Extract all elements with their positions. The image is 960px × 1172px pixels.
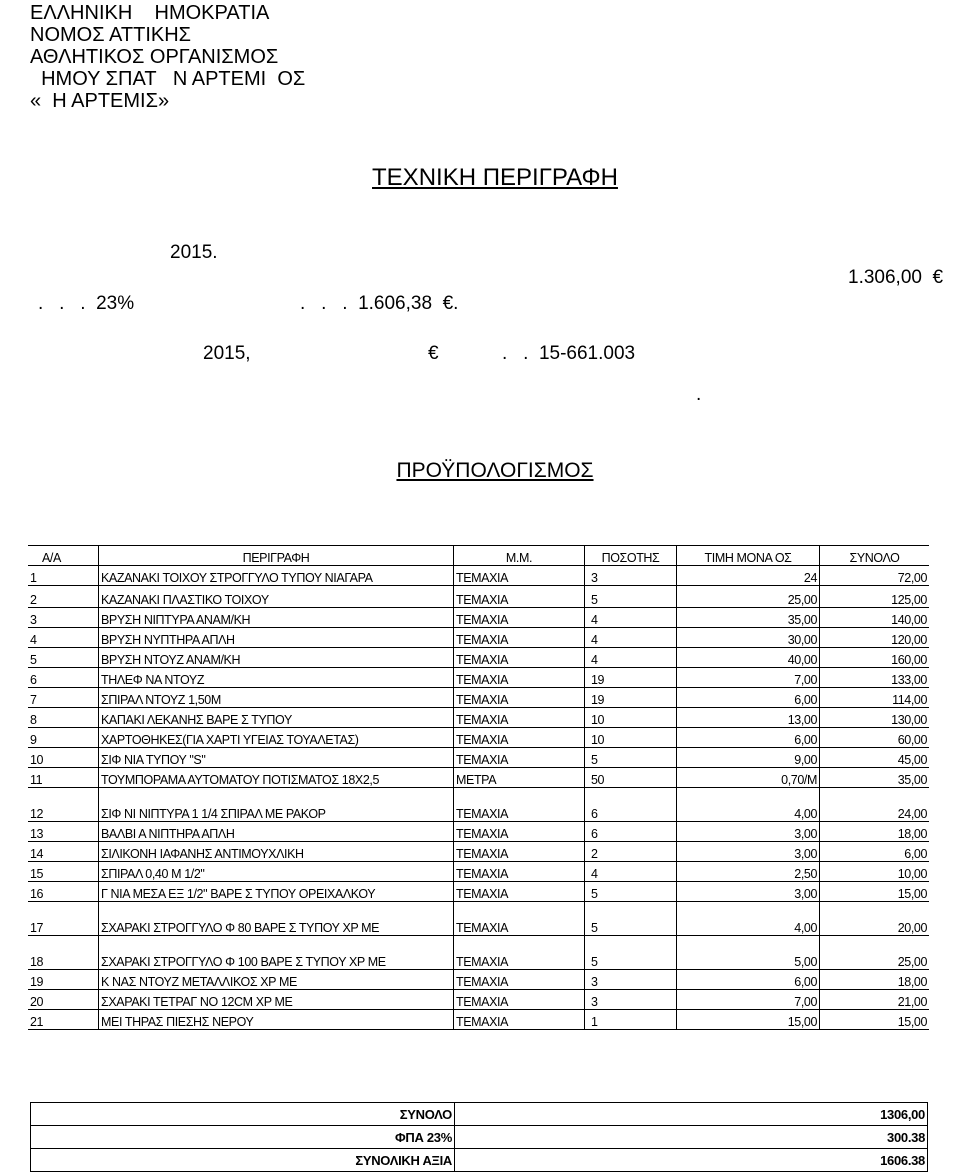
cell-total: 35,00 <box>820 768 930 788</box>
table-header-row <box>28 546 929 566</box>
table-row <box>28 936 929 970</box>
document-title: ΤΕΧΝΙΚΗ ΠΕΡΙΓΡΑΦΗ <box>372 164 618 191</box>
cell-price: 6,00 <box>677 970 820 990</box>
cell-desc: ΣΙΦ ΝΙΑ ΤΥΠΟΥ "S" <box>99 748 454 768</box>
cell-total: 120,00 <box>820 628 930 648</box>
cell-qty: 10 <box>585 728 677 748</box>
cell-unit: ΜΕΤΡΑ <box>454 768 585 788</box>
cell-no: 10 <box>28 748 99 768</box>
text-fragment: € <box>428 343 439 364</box>
totals-row <box>31 1149 928 1172</box>
cell-no: 4 <box>28 628 99 648</box>
cell-unit: ΤΕΜΑΧΙΑ <box>454 608 585 628</box>
cell-total: 114,00 <box>820 688 930 708</box>
cell-total: 140,00 <box>820 608 930 628</box>
cell-price: 24 <box>677 566 820 586</box>
cell-no: 2 <box>28 586 99 608</box>
cell-desc: ΚΑΖΑΝΑΚΙ ΤΟΙΧΟΥ ΣΤΡΟΓΓΥΛΟ ΤΥΠΟΥ ΝΙΑΓΑΡΑ <box>99 566 454 586</box>
cell-qty: 5 <box>585 882 677 902</box>
cell-desc: ΣΙΛΙΚΟΝΗ ΙΑΦΑΝΗΣ ΑΝΤΙΜΟΥΧΛΙΚΗ <box>99 842 454 862</box>
cell-price: 4,00 <box>677 788 820 822</box>
totals-value: 1606.38 <box>455 1149 928 1172</box>
cell-price: 40,00 <box>677 648 820 668</box>
table-row <box>28 628 929 648</box>
cell-no: 16 <box>28 882 99 902</box>
cell-total: 125,00 <box>820 586 930 608</box>
table-row <box>28 788 929 822</box>
cell-no: 12 <box>28 788 99 822</box>
cell-price: 3,00 <box>677 842 820 862</box>
table-row <box>28 1010 929 1030</box>
cell-qty: 2 <box>585 842 677 862</box>
cell-qty: 5 <box>585 586 677 608</box>
table-row <box>28 668 929 688</box>
cell-price: 25,00 <box>677 586 820 608</box>
cell-qty: 19 <box>585 668 677 688</box>
totals-label: ΦΠΑ 23% <box>31 1126 455 1149</box>
cell-unit: ΤΕΜΑΧΙΑ <box>454 842 585 862</box>
organization-header <box>30 2 305 112</box>
cell-unit: ΤΕΜΑΧΙΑ <box>454 648 585 668</box>
cell-unit: ΤΕΜΑΧΙΑ <box>454 728 585 748</box>
cell-desc: ΒΡΥΣΗ ΝΙΠΤΥΡΑ ΑΝΑΜ/ΚΗ <box>99 608 454 628</box>
cell-total: 6,00 <box>820 842 930 862</box>
cell-total: 18,00 <box>820 970 930 990</box>
cell-total: 160,00 <box>820 648 930 668</box>
cell-no: 17 <box>28 902 99 936</box>
cell-price: 15,00 <box>677 1010 820 1030</box>
cell-qty: 3 <box>585 566 677 586</box>
cell-unit: ΤΕΜΑΧΙΑ <box>454 586 585 608</box>
totals-table <box>30 1102 928 1172</box>
header-cell: ΠΕΡΙΓΡΑΦΗ <box>99 546 454 566</box>
header-line: ΝΟΜΟΣ ΑΤΤΙΚΗΣ <box>30 24 192 46</box>
cell-desc: ΚΑΠΑΚΙ ΛΕΚΑΝΗΣ ΒΑΡΕ Σ ΤΥΠΟΥ <box>99 708 454 728</box>
cell-qty: 4 <box>585 648 677 668</box>
cell-no: 11 <box>28 768 99 788</box>
cell-total: 45,00 <box>820 748 930 768</box>
cell-price: 13,00 <box>677 708 820 728</box>
totals-label: ΣΥΝΟΛΟ <box>31 1103 455 1126</box>
cell-price: 35,00 <box>677 608 820 628</box>
totals-label: ΣΥΝΟΛΙΚΗ ΑΞΙΑ <box>31 1149 455 1172</box>
cell-unit: ΤΕΜΑΧΙΑ <box>454 990 585 1010</box>
cell-unit: ΤΕΜΑΧΙΑ <box>454 862 585 882</box>
cell-desc: ΜΕΙ ΤΗΡΑΣ ΠΙΕΣΗΣ ΝΕΡΟΥ <box>99 1010 454 1030</box>
cell-price: 6,00 <box>677 728 820 748</box>
cell-total: 15,00 <box>820 1010 930 1030</box>
cell-total: 60,00 <box>820 728 930 748</box>
cell-no: 6 <box>28 668 99 688</box>
cell-desc: Κ ΝΑΣ ΝΤΟΥΖ ΜΕΤΑΛΛΙΚΟΣ ΧΡ ΜΕ <box>99 970 454 990</box>
table-row <box>28 586 929 608</box>
cell-price: 5,00 <box>677 936 820 970</box>
cell-desc: ΚΑΖΑΝΑΚΙ ΠΛΑΣΤΙΚΟ ΤΟΙΧΟΥ <box>99 586 454 608</box>
cell-unit: ΤΕΜΑΧΙΑ <box>454 822 585 842</box>
cell-total: 24,00 <box>820 788 930 822</box>
text-fragment: 2015. <box>170 242 218 263</box>
cell-unit: ΤΕΜΑΧΙΑ <box>454 970 585 990</box>
cell-qty: 4 <box>585 628 677 648</box>
table-row <box>28 842 929 862</box>
table-row <box>28 768 929 788</box>
cell-price: 6,00 <box>677 688 820 708</box>
cell-desc: ΣΠΙΡΑΛ ΝΤΟΥΖ 1,50Μ <box>99 688 454 708</box>
cell-no: 20 <box>28 990 99 1010</box>
text-fragment: 2015, <box>203 343 251 364</box>
header-cell: ΤΙΜΗ ΜΟΝΑ ΟΣ <box>677 546 820 566</box>
cell-desc: ΣΠΙΡΑΛ 0,40 Μ 1/2" <box>99 862 454 882</box>
cell-desc: ΧΑΡΤΟΘΗΚΕΣ(ΓΙΑ ΧΑΡΤΙ ΥΓΕΙΑΣ ΤΟΥΑΛΕΤΑΣ) <box>99 728 454 748</box>
cell-total: 18,00 <box>820 822 930 842</box>
cell-unit: ΤΕΜΑΧΙΑ <box>454 882 585 902</box>
totals-row <box>31 1126 928 1149</box>
cell-unit: ΤΕΜΑΧΙΑ <box>454 628 585 648</box>
cell-desc: ΣΧΑΡΑΚΙ ΣΤΡΟΓΓΥΛΟ Φ 80 ΒΑΡΕ Σ ΤΥΠΟΥ ΧΡ ΜΕ <box>99 902 454 936</box>
cell-no: 21 <box>28 1010 99 1030</box>
cell-price: 3,00 <box>677 882 820 902</box>
cell-unit: ΤΕΜΑΧΙΑ <box>454 902 585 936</box>
text-fragment: 1.306,00 € <box>848 267 944 288</box>
text-fragment: . . 15-661.003 <box>502 343 636 364</box>
cell-total: 15,00 <box>820 882 930 902</box>
cell-no: 15 <box>28 862 99 882</box>
cell-desc: ΤΗΛΕΦ ΝΑ ΝΤΟΥΖ <box>99 668 454 688</box>
cell-unit: ΤΕΜΑΧΙΑ <box>454 788 585 822</box>
cell-unit: ΤΕΜΑΧΙΑ <box>454 708 585 728</box>
cell-price: 0,70/Μ <box>677 768 820 788</box>
cell-desc: ΤΟΥΜΠΟΡΑΜΑ ΑΥΤΟΜΑΤΟΥ ΠΟΤΙΣΜΑΤΟΣ 18Χ2,5 <box>99 768 454 788</box>
table-row <box>28 822 929 842</box>
table-row <box>28 862 929 882</box>
totals-value: 300.38 <box>455 1126 928 1149</box>
cell-qty: 5 <box>585 936 677 970</box>
header-cell: ΠΟΣΟΤΗΣ <box>585 546 677 566</box>
cell-total: 72,00 <box>820 566 930 586</box>
cell-no: 14 <box>28 842 99 862</box>
table-row <box>28 648 929 668</box>
cell-price: 3,00 <box>677 822 820 842</box>
cell-total: 133,00 <box>820 668 930 688</box>
table-row <box>28 990 929 1010</box>
cell-desc: ΒΡΥΣΗ ΝΤΟΥΖ ΑΝΑΜ/ΚΗ <box>99 648 454 668</box>
table-row <box>28 970 929 990</box>
cell-total: 10,00 <box>820 862 930 882</box>
cell-qty: 4 <box>585 608 677 628</box>
cell-no: 5 <box>28 648 99 668</box>
cell-price: 4,00 <box>677 902 820 936</box>
header-cell: Α/Α <box>28 546 99 566</box>
cell-qty: 5 <box>585 748 677 768</box>
cell-price: 7,00 <box>677 990 820 1010</box>
cell-no: 9 <box>28 728 99 748</box>
cell-desc: ΣΧΑΡΑΚΙ ΣΤΡΟΓΓΥΛΟ Φ 100 ΒΑΡΕ Σ ΤΥΠΟΥ ΧΡ ΜΕ <box>99 936 454 970</box>
cell-qty: 3 <box>585 970 677 990</box>
cell-unit: ΤΕΜΑΧΙΑ <box>454 1010 585 1030</box>
cell-unit: ΤΕΜΑΧΙΑ <box>454 688 585 708</box>
budget-title: ΠΡΟΫΠΟΛΟΓΙΣΜΟΣ <box>396 459 594 482</box>
totals-row <box>31 1103 928 1126</box>
cell-desc: Γ ΝΙΑ ΜΕΣΑ ΕΞ 1/2" ΒΑΡΕ Σ ΤΥΠΟΥ ΟΡΕΙΧΑΛΚΟΥ <box>99 882 454 902</box>
cell-no: 3 <box>28 608 99 628</box>
cell-no: 13 <box>28 822 99 842</box>
cell-unit: ΤΕΜΑΧΙΑ <box>454 748 585 768</box>
text-fragment: . . . 1.606,38 €. <box>300 293 459 314</box>
cell-unit: ΤΕΜΑΧΙΑ <box>454 936 585 970</box>
header-line: ΗΜΟΥ ΣΠΑΤ Ν ΑΡΤΕΜΙ ΟΣ <box>30 68 306 90</box>
totals-value: 1306,00 <box>455 1103 928 1126</box>
budget-table <box>28 545 929 1030</box>
header-line: ΕΛΛΗΝΙΚΗ ΗΜΟΚΡΑΤΙΑ <box>30 2 270 24</box>
table-row <box>28 608 929 628</box>
header-line: « Η ΑΡΤΕΜΙΣ» <box>30 90 170 112</box>
text-fragment: . . . 23% <box>38 293 135 314</box>
table-row <box>28 688 929 708</box>
table-row <box>28 748 929 768</box>
cell-qty: 5 <box>585 902 677 936</box>
cell-qty: 50 <box>585 768 677 788</box>
cell-price: 7,00 <box>677 668 820 688</box>
cell-no: 8 <box>28 708 99 728</box>
cell-qty: 10 <box>585 708 677 728</box>
table-row <box>28 728 929 748</box>
cell-total: 21,00 <box>820 990 930 1010</box>
cell-no: 7 <box>28 688 99 708</box>
cell-qty: 6 <box>585 788 677 822</box>
cell-total: 25,00 <box>820 936 930 970</box>
cell-total: 20,00 <box>820 902 930 936</box>
cell-total: 130,00 <box>820 708 930 728</box>
cell-unit: ΤΕΜΑΧΙΑ <box>454 566 585 586</box>
header-cell: ΣΥΝΟΛΟ <box>820 546 930 566</box>
cell-qty: 3 <box>585 990 677 1010</box>
cell-desc: ΣΧΑΡΑΚΙ ΤΕΤΡΑΓ ΝΟ 12CM ΧΡ ΜΕ <box>99 990 454 1010</box>
table-row <box>28 902 929 936</box>
cell-desc: ΣΙΦ ΝΙ ΝΙΠΤΥΡΑ 1 1/4 ΣΠΙΡΑΛ ΜΕ ΡΑΚΟΡ <box>99 788 454 822</box>
cell-no: 1 <box>28 566 99 586</box>
cell-price: 30,00 <box>677 628 820 648</box>
cell-price: 9,00 <box>677 748 820 768</box>
text-fragment: . <box>696 384 702 405</box>
cell-qty: 19 <box>585 688 677 708</box>
table-row <box>28 566 929 586</box>
cell-desc: ΒΑΛΒΙ Α ΝΙΠΤΗΡΑ ΑΠΛΗ <box>99 822 454 842</box>
cell-no: 18 <box>28 936 99 970</box>
table-row <box>28 882 929 902</box>
cell-qty: 1 <box>585 1010 677 1030</box>
cell-no: 19 <box>28 970 99 990</box>
header-line: ΑΘΛΗΤΙΚΟΣ ΟΡΓΑΝΙΣΜΟΣ <box>30 46 279 68</box>
cell-qty: 6 <box>585 822 677 842</box>
cell-qty: 4 <box>585 862 677 882</box>
table-row <box>28 708 929 728</box>
cell-desc: ΒΡΥΣΗ ΝΥΠΤΗΡΑ ΑΠΛΗ <box>99 628 454 648</box>
cell-unit: ΤΕΜΑΧΙΑ <box>454 668 585 688</box>
header-cell: Μ.Μ. <box>454 546 585 566</box>
cell-price: 2,50 <box>677 862 820 882</box>
